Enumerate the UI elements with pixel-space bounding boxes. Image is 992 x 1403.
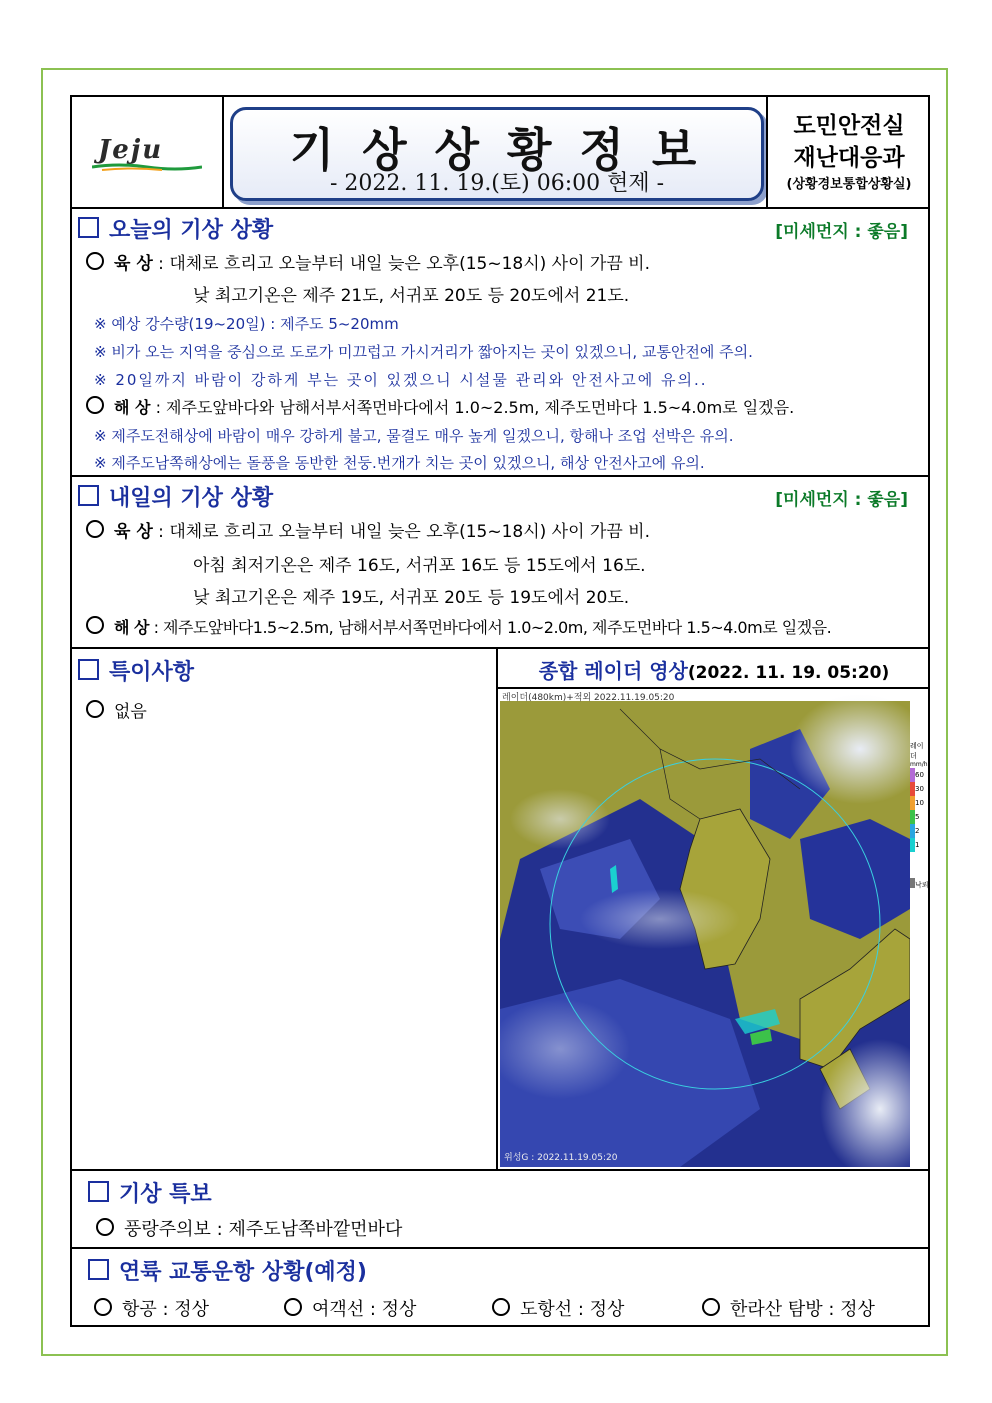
today-note-2: ※ 비가 오는 지역을 중심으로 도로가 미끄럽고 가시거리가 짧아지는 곳이 있겠으니, 교통안전에 주의. [94,343,753,361]
checkbox-square-icon [78,485,99,506]
circle-bullet-icon [94,1298,112,1316]
org-name-2: 재난대응과 [793,145,905,171]
org-name-3: (상황경보통합상황실) [786,177,912,192]
warning-title: 기상 특보 [88,1177,212,1208]
circle-bullet-icon [86,616,104,634]
tomorrow-title: 내일의 기상 상황 [78,481,273,512]
traffic-section [72,1249,928,1325]
tomorrow-land-line-1: 육 상 : 대체로 흐리고 오늘부터 내일 늦은 오후(15~18시) 사이 가끔 비. [86,517,650,542]
org-name-1: 도민안전실 [793,113,905,139]
legend-title: 레이더 [910,742,924,760]
circle-bullet-icon [86,252,104,270]
circle-bullet-icon [86,700,104,718]
circle-bullet-icon [492,1298,510,1316]
page-subtitle: - 2022. 11. 19.(토) 06:00 현제 - [329,171,665,196]
special-item: 없음 [86,697,147,722]
legend-item: 1 [910,838,930,852]
circle-bullet-icon [284,1298,302,1316]
radar-map [500,689,910,1167]
tomorrow-section [72,477,928,649]
circle-bullet-icon [96,1218,114,1236]
radar-title: 종합 레이더 영상(2022. 11. 19. 05:20) [538,659,890,683]
circle-bullet-icon [86,520,104,538]
radar-caption: 레이더(480km)+적외 2022.11.19.05:20 [502,693,675,703]
today-title: 오늘의 기상 상황 [78,213,273,244]
today-dust: [미세먼지 : 좋음] [775,222,908,242]
radar-image [500,689,910,1167]
today-section [72,209,928,477]
legend-item: 60 [910,768,930,782]
bulletin [70,95,930,1327]
circle-bullet-icon [86,396,104,414]
traffic-item-air: 항공 : 정상 [94,1295,209,1321]
legend-item: 30 [910,782,930,796]
warning-item: 풍랑주의보 : 제주도남쪽바깥먼바다 [96,1215,402,1241]
checkbox-square-icon [78,659,99,680]
traffic-title: 연륙 교통운항 상황(예정) [88,1255,367,1286]
page-title: 기상상황정보 [289,123,725,177]
legend-item: 2 [910,824,930,838]
today-note-4: ※ 제주도전해상에 바람이 매우 강하게 불고, 물결도 매우 높게 일겠으니, 항해나 조업 선박은 유의. [94,427,734,445]
today-sea-line: 해 상 : 제주도앞바다와 남해서부서쪽먼바다에서 1.0~2.5m, 제주도먼바다 1.5~4.0m로 일겠음. [86,395,794,418]
title-box [230,107,764,201]
special-section [72,649,928,1171]
legend-unit: mm/h [910,761,928,768]
today-land-line-2: 낮 최고기온은 제주 21도, 서귀포 20도 등 20도에서 21도. [193,286,630,306]
radar-panel [496,649,930,1169]
legend-lightning: 낙뢰 [910,872,930,891]
header [72,97,928,209]
radar-header [498,649,930,689]
logo-wave-icon [92,163,202,171]
circle-bullet-icon [702,1298,720,1316]
special-title: 특이사항 [78,655,194,686]
radar-legend [910,741,930,901]
traffic-item-hallasan: 한라산 탐방 : 정상 [702,1295,875,1321]
today-note-1: ※ 예상 강수량(19~20일) : 제주도 5~20mm [94,315,399,333]
org-cell [766,97,930,207]
tomorrow-land-line-2: 아침 최저기온은 제주 16도, 서귀포 16도 등 15도에서 16도. [193,556,646,576]
checkbox-square-icon [78,217,99,238]
jeju-logo [92,135,202,175]
traffic-item-ferry: 여객선 : 정상 [284,1295,416,1321]
logo-text: Jeju [98,135,164,165]
tomorrow-dust: [미세먼지 : 좋음] [775,490,908,510]
today-note-3: ※ 20일까지 바람이 강하게 부는 곳이 있겠으니 시설물 관리와 안전사고에 유의.. [94,371,708,389]
logo-cell [72,97,224,207]
checkbox-square-icon [88,1181,109,1202]
legend-item: 10 [910,796,930,810]
warning-section [72,1171,928,1249]
tomorrow-sea-line: 해 상 : 제주도앞바다1.5~2.5m, 남해서부서쪽먼바다에서 1.0~2.0m, 제주도먼바다 1.5~4.0m로 일겠음. [86,615,831,638]
legend-items [910,768,930,852]
checkbox-square-icon [88,1259,109,1280]
radar-footer: 위성G : 2022.11.19.05:20 [504,1153,618,1163]
today-note-5: ※ 제주도남쪽해상에는 돌풍을 동반한 천둥.번개가 치는 곳이 있겠으니, 해상 안전사고에 유의. [94,454,705,472]
legend-item: 5 [910,810,930,824]
today-land-line-1: 육 상 : 대체로 흐리고 오늘부터 내일 늦은 오후(15~18시) 사이 가끔 비. [86,249,650,274]
traffic-item-island-ferry: 도항선 : 정상 [492,1295,624,1321]
tomorrow-land-line-3: 낮 최고기온은 제주 19도, 서귀포 20도 등 19도에서 20도. [193,588,630,608]
